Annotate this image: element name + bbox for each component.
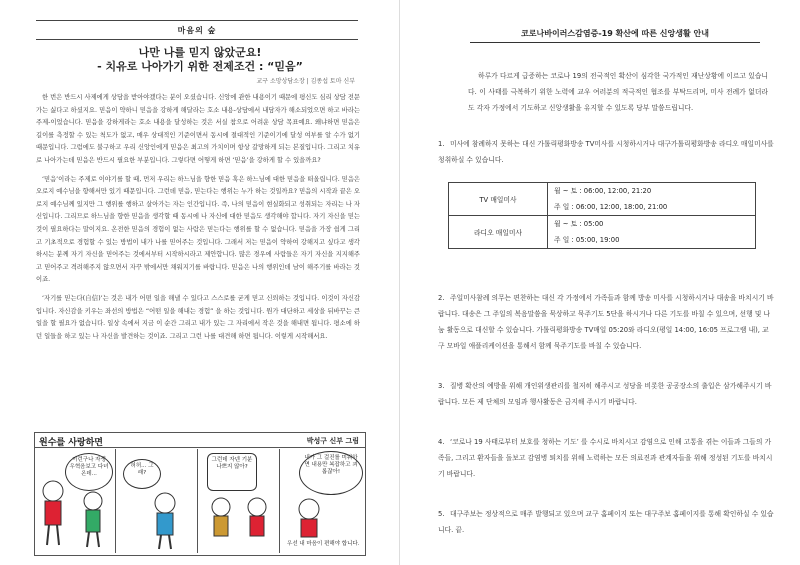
comic-panel-1 [35, 449, 116, 553]
speech-bubble: 내가 그 걸진를 미워하면 내용만 복잡하고 괴롭잖아! [299, 451, 363, 495]
notice-item-1: 1. 미사에 참례하지 못하는 대신 가톨릭평화방송 TV미사를 시청하시거나 대구가톨릭평화방송 라디오 매일미사를 청취하실 수 있습니다. [438, 140, 774, 164]
comic-caption: 우선 내 마음이 편해야 합니다. [287, 541, 360, 547]
comic-panel-2 [115, 449, 198, 553]
schedule-times: 월 ~ 토 : 06:00, 12:00, 21:20 주 일 : 06:00, 12:00, 18:00, 21:00 [548, 183, 756, 216]
notice-item-3: 3. 질병 확산의 예방을 위해 개인위생관리를 철저히 해주시고 성당을 비롯한 공공장소의 출입은 삼가해주시기 바랍니다. 모든 제 단체의 모임과 행사활동은 금지해 주시기 바랍니다. [438, 382, 772, 406]
paragraph: 한 번은 반드시 사제에게 상담을 받아야겠다는 분이 오셨습니다. 신앙에 관한 내용이기 때문에 평신도 심리 상담 전문가는 싫다고 하셨지요. 믿음이 약하니 믿음을 강하게 해달라는 호소 내용-상담에서 내담자가 해소되었으면 하고 바라는 주제-이었습니다. 믿음을 강하게라는 호소 내용을 달성하는 것은 서실 참으로 어려운 상담 목표예요. 왜냐하면 믿음은 길이를 측정할 수 있는 척도가 없고, 매우 상대적인 기준이면서 동시에 절대적인 기준이기에 달성 여부를 알 수가 없기 때문입니다. 그럼에도 불구하고 우리 신앙인에게 믿음은 최고의 가치이며 항상 갈망하게 되는 본질입니다. 그리고 치유로 나아가는데 믿음은 반드시 필요한 부분입니다. 그렇다면 어떻게 하면 ‘믿음’을 강하게 할 수 있을까요? [36, 94, 360, 164]
table-row [449, 183, 756, 216]
comic-header [35, 433, 365, 448]
paragraph: ‘자기를 믿는다(自信)’는 것은 내가 어떤 일을 해낼 수 있다고 스스로를 굳게 믿고 신뢰하는 것입니다. 이것이 자신감입니다. 자신감을 키우는 좌선의 방법은 “어떤 일을 해내는 경험” 을 하는 것입니다. 뭔가 대단하고 세상을 뒤바꾸는 큰일을 할 필요가 없습니다. 일상 속에서 지금 이 순간 그리고 내가 있는 그 자리에서 작은 것을 해내면 됩니다. 평소에 하던 일들을 하고 있는 나 자신을 발견하는 것이죠. 그리고 그런 나를 대견해 하면 됩니다. 이렇게 시작해서요. [36, 294, 360, 340]
comic-author: 박성구 신부 그림 [306, 437, 359, 445]
article-body [36, 92, 360, 349]
comic-panel-3 [197, 449, 280, 553]
speech-bubble: 그런데 자넨 기분 나쁘지 않아? [207, 453, 257, 491]
notice-item-4: 4. ‘코로나 19 사태로부터 보호를 청하는 기도’ 를 수시로 바치시고 감염으로 인해 고통을 겪는 이들과 그들의 가족들, 그리고 환자들을 돌보고 감염병 퇴치를 위해 노력하는 모든 의료진과 관계자들을 위해 정성된 기도를 바치시기 바랍니다. [438, 438, 773, 478]
schedule-label: TV 매일미사 [449, 183, 548, 216]
comic-title: 원수를 사랑하면 [39, 438, 103, 448]
paragraph: ‘믿음’이라는 주제로 이야기를 할 때, 먼저 우리는 하느님을 향한 믿음 혹은 하느님에 대한 믿음을 떠올립니다. 믿음은 오로지 예수님을 향해서만 있기 때문입니다. 그런데 믿음, 믿는다는 행위는 누가 하는 것일까요? 믿음의 시작과 끝은 오로지 예수님께 있지만 그 행위를 행하고 살아가는 자는 인간입니다. 즉, 나의 믿음이 현실화되고 성취되는 자리는 나 자신입니다. 그리므로 하느님을 향한 믿음을 생각할 때 동시에 나 자신에 대한 믿음도 생각해야 합니다. 자기 자신을 믿는 것이 필요하다는 말이지요. 온전한 믿음의 경험이 없는 사람은 믿는다는 행위를 할 수 없습니다. 믿음을 가장 쉽게 그리고 기초적으로 경험할 수 있는 방법이 내가 나를 믿어주는 것입니다. 그래서 저는 믿음이 약하여 강해지고 싶다고 생각하시는 분께 자기 자신을 믿어주는 것에서부터 시작하시라고 제안합니다. 많은 경우에 사람들은 자기 자신을 지지해주고 믿어주고 격려해주지 않으면서 자꾸 밖에서만 채워지기를 바랍니다. 믿음은 나의 행위인데 남이 해주기를 바라는 것이죠. [36, 175, 360, 284]
schedule-label: 라디오 매일미사 [449, 216, 548, 249]
byline: 교구 소망상담소장 | 김종섭 토마 신부 [256, 78, 355, 85]
comic-strip [34, 432, 366, 556]
speech-bubble: 이런구나 자생 우혁음보고 다녀온데... [65, 453, 113, 491]
comic-panel-4 [279, 449, 365, 553]
speech-bubble: 허허... 그래? [123, 459, 161, 489]
article-title: 나만 나를 믿지 않았군요! [138, 46, 262, 59]
table-row [449, 216, 756, 249]
column-header: 마음의 숲 [36, 20, 358, 40]
notice-item-5: 5. 대구주보는 정상적으로 매주 발행되고 있으며 교구 홈페이지 또는 대구주보 홈페이지를 통해 확인하실 수 있습니다. 끝. [438, 510, 774, 534]
mass-schedule-table [448, 182, 756, 249]
article-subtitle: - 치유로 나아가기 위한 전제조건 : “믿음” [97, 60, 303, 73]
notice-item-2: 2. 주일미사참례 의무는 편찬하는 대신 각 가정에서 가족들과 함께 방송 미사를 시청하시거나 대송을 바치시기 바랍니다. 대송은 그 주일의 복음말씀을 묵상하고 묵주기도 5단을 하시거나 다른 기도를 바칠 수 있으며, 선행 및 나눔 활동으로 대신할 수 있습니다. 가톨릭평화방송 TV매일 05:20와 라디오(평일 14:00, 16:05 프로그램 내), 교구 모바일 애플리케이션을 통해서 함께 묵주기도를 바칠 수 있습니다. [438, 294, 774, 350]
notice-intro: 하루가 다르게 급증하는 코로나 19의 전국적인 확산이 심각한 국가적인 재난상황에 이르고 있습니다. 이 사태를 극복하기 위한 노력에 교우 여러분의 적극적인 협조를 부탁드리며, 미사 전례가 없더라도 각자 가정에서 기도하고 신앙생활을 유지할 수 있도록 당부 말씀드립니다. [468, 72, 768, 112]
notice-title: 코로나바이러스감염증-19 확산에 따른 신앙생활 안내 [470, 28, 760, 43]
schedule-times: 월 ~ 토 : 05:00 주 일 : 05:00, 19:00 [548, 216, 756, 249]
